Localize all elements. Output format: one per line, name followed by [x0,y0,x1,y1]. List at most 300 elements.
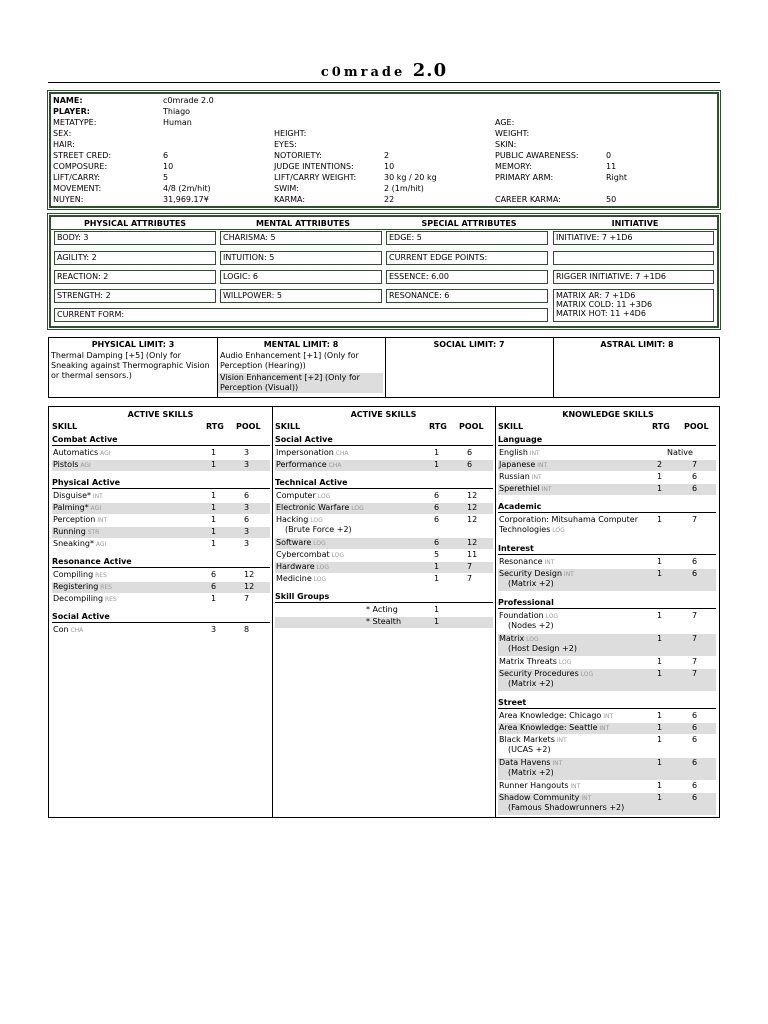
skill-name-text: Hardware [276,562,315,571]
skill-group-rating: 1 [434,605,440,614]
skill-pool: 6 [692,484,698,493]
skill-name-text: Palming* [53,503,89,512]
skill-name [499,793,591,802]
skill-rating: 1 [434,460,440,469]
current-form: CURRENT FORM: [54,308,548,322]
skill-pool: 6 [244,491,250,500]
skill-name [499,569,574,578]
skill-name [53,491,103,500]
limits-block [48,337,720,398]
skill-rating: 6 [434,491,440,500]
skill-name-text: Japanese [499,460,536,469]
skill-rating: 1 [657,711,663,720]
skill-group-name: * Stealth [366,617,402,626]
skill-name [53,448,111,457]
skill-rating: 1 [211,503,217,512]
skill-rating: 5 [434,550,440,559]
player-label: PLAYER: [53,107,91,116]
current-edge-points: CURRENT EDGE POINTS: [386,251,548,265]
skill-attribute: INT [529,474,542,481]
col-header-rtg: RTG [429,422,447,431]
strength-attribute: STRENGTH: 2 [54,289,216,303]
composure-label: COMPOSURE: [53,162,108,171]
metatype-label: METATYPE: [53,118,97,127]
skill-pool: 7 [244,594,250,603]
skill-attribute: INT [527,450,540,457]
nuyen-label: NUYEN: [53,195,84,204]
skill-pool: 6 [692,735,698,744]
skill-pool: 6 [692,472,698,481]
active-skills-header-1: ACTIVE SKILLS [127,410,194,419]
skill-rating: 1 [211,448,217,457]
skill-group-header: Interest [498,544,716,555]
skill-attribute: LOG [311,576,327,583]
knowledge-skills-header: KNOWLEDGE SKILLS [562,410,654,419]
attributes-block [49,215,719,328]
skill-name-text: Electronic Warfare [276,503,350,512]
skill-pool: 12 [467,538,478,547]
skill-name [499,711,613,720]
skill-name-text: Runner Hangouts [499,781,569,790]
skill-name [499,484,552,493]
physical-limit: PHYSICAL LIMIT: 3 [91,340,175,349]
willpower-attribute: WILLPOWER: 5 [220,289,382,303]
skill-pool: 7 [692,611,698,620]
skill-name [499,460,547,469]
skill-pool: 7 [467,574,473,583]
skill-name-text: Security Design [499,569,563,578]
skill-pool: 6 [692,781,698,790]
skill-name [53,594,117,603]
skill-attribute: CHA [68,627,84,634]
skill-attribute: LOG [308,517,323,524]
skill-attribute: AGI [98,450,111,457]
skill-specialization: (Nodes +2) [508,621,554,630]
swim-value: 2 (1m/hit) [384,184,424,193]
memory-value: 11 [606,162,617,171]
weight-label: WEIGHT: [495,129,530,138]
judge-intentions-label: JUDGE INTENTIONS: [274,162,354,171]
skill-name-text: Data Havens [499,758,551,767]
skill-name [276,448,349,457]
col-header-skill: SKILL [498,422,524,431]
skill-pool: 6 [467,460,473,469]
skill-name [499,758,562,767]
rigger-initiative: RIGGER INITIATIVE: 7 +1D6 [553,270,714,284]
intuition-attribute: INTUITION: 5 [220,251,382,265]
lift-weight-label: LIFT/CARRY WEIGHT: [274,173,357,182]
skill-name-text: Hacking [276,515,309,524]
skill-attribute: RES [98,584,112,591]
skill-rating: 6 [211,570,217,579]
skill-name-text: Security Procedures [499,669,579,678]
edge-attribute: EDGE: 5 [386,231,548,245]
agility-attribute: AGILITY: 2 [54,251,216,265]
skill-attribute: CHA [333,450,349,457]
skill-name [499,735,567,744]
skill-attribute: LOG [578,671,594,678]
skill-group-header: Street [498,698,716,709]
skill-group-header: Social Active [52,612,270,623]
skill-pool: 6 [692,711,698,720]
skill-pool: 12 [244,582,255,591]
skill-group-header: Resonance Active [52,557,270,568]
skill-name [499,557,554,566]
skill-group-header: Skill Groups [275,592,493,603]
skill-attribute: RES [103,596,117,603]
skill-name-text: Sneaking* [53,539,94,548]
skill-name-text: Cybercombat [276,550,330,559]
skill-attribute: INT [554,737,567,744]
skill-name-text: Foundation [499,611,544,620]
skill-pool: 3 [244,527,250,536]
col-header-pool: POOL [236,422,261,431]
skill-name [53,503,101,512]
skill-rating: 6 [434,515,440,524]
skill-attribute: LOG [556,659,572,666]
skill-pool: 12 [467,503,478,512]
skill-name-text: Russian [499,472,530,481]
skill-attribute: LOG [311,540,326,547]
judge-intentions-value: 10 [384,162,395,171]
skill-rating: 1 [657,758,663,767]
skill-specialization: (Brute Force +2) [285,525,352,534]
skill-name [276,503,364,512]
skill-pool: 12 [467,515,478,524]
skill-name-text: Disguise* [53,491,92,500]
skill-name-text: English [499,448,528,457]
career-karma-label: CAREER KARMA: [495,195,561,204]
skill-pool: 7 [692,669,698,678]
skill-rating: 1 [657,669,663,678]
primary-arm-value: Right [606,173,628,182]
skill-name [53,515,107,524]
skill-group-header: Language [498,435,716,446]
skill-rating: 6 [434,503,440,512]
skill-attribute: LOG [550,527,565,534]
skill-attribute: INT [579,795,592,802]
skill-rating: 1 [657,472,663,481]
skill-rating: 1 [434,448,440,457]
skill-pool: 3 [244,503,250,512]
hair-label: HAIR: [53,140,75,149]
composure-value: 10 [163,162,174,171]
swim-label: SWIM: [274,184,299,193]
skills-block [48,406,720,818]
skill-group-header: Physical Active [52,478,270,489]
skill-attribute: LOG [314,564,330,571]
name-value: c0mrade 2.0 [163,96,214,105]
notoriety-value: 2 [384,151,390,160]
karma-label: KARMA: [274,195,306,204]
col-header-rtg: RTG [206,422,224,431]
street-cred-label: STREET CRED: [53,151,112,160]
skill-name [53,539,106,548]
social-limit: SOCIAL LIMIT: 7 [433,340,505,349]
skill-rating: 1 [657,793,663,802]
skill-rating: 1 [211,491,217,500]
skill-attribute: INT [597,725,610,732]
skill-rating: 1 [657,634,663,643]
skill-rating: 1 [657,515,663,524]
lift-weight-value: 30 kg / 20 kg [384,173,437,182]
skill-attribute: INT [562,571,574,578]
astral-limit: ASTRAL LIMIT: 8 [600,340,674,349]
skill-rating: 1 [211,515,217,524]
skill-name [53,582,112,591]
skill-name [499,472,542,481]
skill-name [53,527,99,536]
skill-rating: 1 [657,484,663,493]
skill-rating: 2 [657,460,663,469]
skill-pool: 3 [244,460,250,469]
mental-attributes-header: MENTAL ATTRIBUTES [255,219,351,228]
skill-attribute: INT [601,713,614,720]
skill-attribute: AGI [78,462,91,469]
title-divider [48,82,720,83]
skill-name-text: Black Markets [499,735,555,744]
skill-attribute: INT [568,783,581,790]
skill-name-text: Pistols [53,460,79,469]
skill-pool: 3 [244,539,250,548]
skill-attribute: STR [85,529,100,536]
public-awareness-value: 0 [606,151,612,160]
character-info [49,92,719,208]
skill-name [53,625,83,634]
skill-name-continued [499,525,565,534]
skills-divider-1 [272,407,273,817]
skill-attribute: CHA [326,462,342,469]
skill-name-text: Matrix [499,634,525,643]
skill-attribute: RES [93,572,107,579]
skill-attribute: INT [91,493,103,500]
skin-label: SKIN: [495,140,517,149]
skill-rating: 1 [657,611,663,620]
karma-value: 22 [384,195,395,204]
skill-name-text: Resonance [499,557,543,566]
initiative-value: INITIATIVE: 7 +1D6 [553,231,714,245]
skill-attribute: LOG [524,636,539,643]
skill-name [276,562,329,571]
skill-pool: 6 [692,569,698,578]
resonance-attribute: RESONANCE: 6 [386,289,548,303]
charisma-attribute: CHARISMA: 5 [220,231,382,245]
skill-pool: 7 [692,515,698,524]
skill-specialization: (Matrix +2) [508,768,554,777]
skill-specialization: (UCAS +2) [508,745,551,754]
initiative-blank [553,251,714,265]
skill-rating: 1 [434,562,440,571]
skill-name-text: Area Knowledge: Chicago [499,711,602,720]
col-header-skill: SKILL [275,422,301,431]
skill-group-header: Combat Active [52,435,270,446]
memory-label: MEMORY: [495,162,532,171]
skill-pool: 12 [244,570,255,579]
col-header-skill: SKILL [52,422,78,431]
skill-name [499,448,540,457]
skill-pool: 11 [467,550,478,559]
age-label: AGE: [495,118,515,127]
initiative-header: INITIATIVE [611,219,659,228]
skill-attribute: INT [539,486,552,493]
skill-name [276,574,326,583]
essence-attribute: ESSENCE: 6.00 [386,270,548,284]
name-label: NAME: [53,96,83,105]
attributes-header-line [51,229,717,230]
skill-name-text: Automatics [53,448,99,457]
skill-rating: 1 [657,781,663,790]
skill-name-text: Impersonation [276,448,334,457]
skill-rating: 1 [211,539,217,548]
career-karma-value: 50 [606,195,617,204]
player-value: Thiago [163,107,191,116]
skill-pool: 6 [692,758,698,767]
skill-attribute: INT [95,517,108,524]
skill-name-text: Running [53,527,86,536]
skill-name-text: Decompiling [53,594,104,603]
physical-limit-note: Thermal Damping [+5] (Only for Sneaking against Thermographic Vision or thermal sensors.) [51,351,210,380]
skill-attribute: INT [550,760,563,767]
movement-value: 4/8 (2m/hit) [163,184,211,193]
skill-name [276,460,341,469]
mental-limit: MENTAL LIMIT: 8 [263,340,339,349]
skill-attribute: LOG [543,613,559,620]
skill-name-text: Technologies [499,525,551,534]
skill-attribute: LOG [349,505,364,512]
skill-name-text: Area Knowledge: Seattle [499,723,598,732]
matrix-hot: MATRIX HOT: 11 +4D6 [556,309,646,318]
mental-limit-note-2: Vision Enhancement [+2] (Only for Perception (Visual)) [218,373,383,393]
skill-name [53,570,107,579]
skill-group-header: Technical Active [275,478,493,489]
skill-name-text: Computer [276,491,316,500]
skill-pool: 7 [692,657,698,666]
skill-name [499,611,558,620]
skill-specialization: (Host Design +2) [508,644,577,653]
reaction-attribute: REACTION: 2 [54,270,216,284]
skill-pool: 7 [467,562,473,571]
skill-rating: 1 [657,735,663,744]
page-title: c0mrade 2.0 [320,60,448,81]
skill-name-text: Software [276,538,312,547]
skill-rating: 1 [211,527,217,536]
skill-name-text: Perception [53,515,96,524]
skill-rating: 1 [657,557,663,566]
eyes-label: EYES: [274,140,297,149]
skill-name-text: Registering [53,582,99,591]
skill-group-rating: 1 [434,617,440,626]
logic-attribute: LOGIC: 6 [220,270,382,284]
skill-attribute: INT [542,559,555,566]
skill-rating: 1 [657,569,663,578]
skill-name [276,550,344,559]
skill-group-header: Academic [498,502,716,513]
skill-pool: 6 [467,448,473,457]
skill-rating: 1 [657,657,663,666]
sex-label: SEX: [53,129,72,138]
skill-name-text: Corporation: Mitsuhama Computer [499,515,638,524]
skill-name [53,460,91,469]
special-attributes-header: SPECIAL ATTRIBUTES [421,219,517,228]
skill-pool: 7 [692,634,698,643]
skills-divider-2 [495,407,496,817]
skill-pool: 6 [692,557,698,566]
skill-pool: 7 [692,460,698,469]
skill-name [499,669,593,678]
skill-name [499,515,638,524]
skill-rating: 6 [211,582,217,591]
skill-pool: 8 [244,625,250,634]
nuyen-value: 31,969.17¥ [163,195,209,204]
skill-attribute: LOG [315,493,331,500]
col-header-rtg: RTG [652,422,670,431]
skill-specialization: (Famous Shadowrunners +2) [508,803,625,812]
skill-attribute: AGI [93,541,107,548]
height-label: HEIGHT: [274,129,307,138]
skill-name [276,491,330,500]
skill-name-text: Compiling [53,570,94,579]
street-cred-value: 6 [163,151,169,160]
skill-attribute: INT [535,462,548,469]
skill-name-text: Con [53,625,69,634]
public-awareness-label: PUBLIC AWARENESS: [495,151,579,160]
skill-name-text: Shadow Community [499,793,580,802]
skill-rating: 1 [657,723,663,732]
skill-name [499,657,571,666]
skill-rating: Native [667,448,693,457]
skill-attribute: AGI [88,505,102,512]
skill-group-header: Professional [498,598,716,609]
skill-pool: 6 [244,515,250,524]
skill-specialization: (Matrix +2) [508,579,554,588]
lift-carry-value: 5 [163,173,169,182]
skill-rating: 1 [211,594,217,603]
metatype-value: Human [163,118,192,127]
mental-limit-note-1: Audio Enhancement [+1] (Only for Perception (Hearing)) [220,351,359,370]
skill-name-text: Medicine [276,574,312,583]
skill-pool: 12 [467,491,478,500]
skill-rating: 3 [211,625,217,634]
movement-label: MOVEMENT: [53,184,102,193]
matrix-ar: MATRIX AR: 7 +1D6 [556,291,636,300]
skill-name [276,515,323,524]
active-skills-header-2: ACTIVE SKILLS [350,410,417,419]
skill-name [499,634,539,643]
skill-pool: 6 [692,723,698,732]
skill-name-text: Sperethiel [499,484,540,493]
physical-attributes-header: PHYSICAL ATTRIBUTES [83,219,187,228]
skill-specialization: (Matrix +2) [508,679,554,688]
skill-name [276,538,326,547]
skill-name-text: Matrix Threats [499,657,557,666]
skill-name [499,781,580,790]
col-header-pool: POOL [684,422,709,431]
skill-rating: 1 [211,460,217,469]
skill-pool: 6 [692,793,698,802]
body-attribute: BODY: 3 [54,231,216,245]
matrix-cold: MATRIX COLD: 11 +3D6 [556,300,653,309]
skill-group-header: Social Active [275,435,493,446]
notoriety-label: NOTORIETY: [274,151,322,160]
primary-arm-label: PRIMARY ARM: [495,173,554,182]
skill-attribute: LOG [329,552,345,559]
skill-group-name: * Acting [366,605,398,614]
skill-rating: 6 [434,538,440,547]
skill-pool: 3 [244,448,250,457]
lift-carry-label: LIFT/CARRY: [53,173,101,182]
skill-rating: 1 [434,574,440,583]
matrix-initiative [553,289,714,322]
